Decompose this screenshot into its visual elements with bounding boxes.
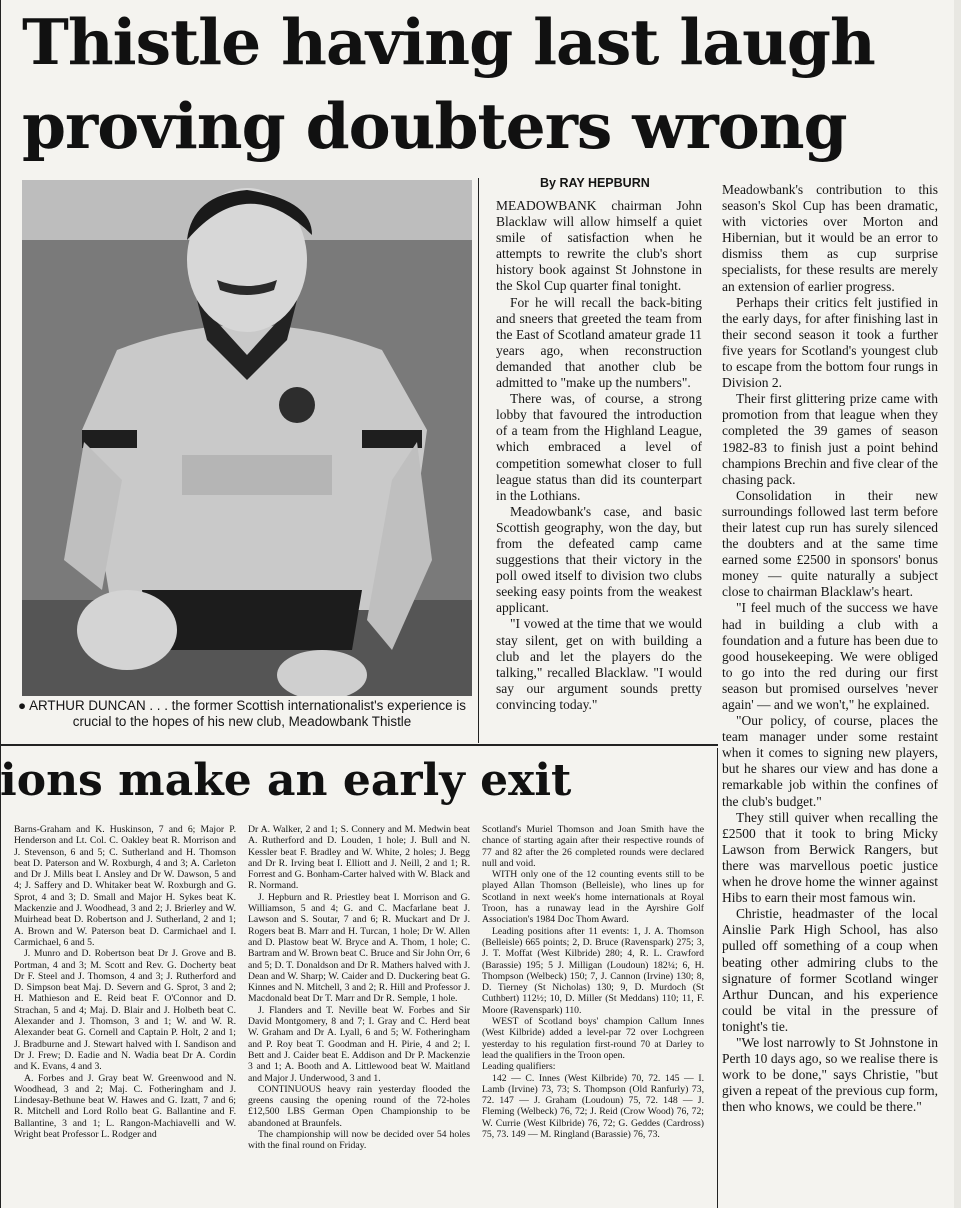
headline-line-2: proving doubters wrong <box>22 89 847 163</box>
golf-paragraph: J. Hepburn and R. Priestley beat I. Morrison and G. Williamson, 5 and 4; G. and C. Macfarlane beat J. Lawson and S. Soutar, 7 and 6; R. Muckart and Dr J. Rogers beat B. Marr and H. Turcan, 1 hole; Dr W. Allen and D. Plastow beat W. Bryce and A. Thom, 1 hole; C. Bartram and W. Brown beat C. Bruce and Sir John Orr, 6 and 5; D. T. Donaldson and Dr R. Mathers halved with J. Dean and W. Sharp; W. Caider and D. Duckering beat G. Kinnes and N. Mitchell, 3 and 2; R. Hill and Professor J. Macdonald beat Dr T. Marr and Dr R. Semple, 1 hole. <box>248 891 470 1005</box>
golf-column-1 <box>14 824 236 1140</box>
article-paragraph: They still quiver when recalling the £2500 that it took to bring Micky Lawson from Berwick Rangers, but there was marvellous poetic justice when he drove home the winner against Hibs to earn their most famous win. <box>722 809 938 906</box>
column-rule <box>717 748 718 1208</box>
golf-paragraph: Leading positions after 11 events: 1, J. A. Thomson (Belleisle) 665 points; 2, D. Bruce (Ravenspark) 275; 3, J. T. Moffat (West Kilbride) 280; 4, R. L. Crawford (Barassie) 195; 5 J. Milligan (Loudoun) 182¼; 6, H. Thompson (Welbeck) 150; 7, J. Cannon (Irvine) 130; 8, D. Tierney (St Nicholas) 130; 9, D. Murdoch (St Cuthbert) 112½; 10, D. Miller (St Meddans) 110; 11, F. Moore (Ravenspark) 110. <box>482 925 704 1016</box>
golf-paragraph: Dr A. Walker, 2 and 1; S. Connery and M. Medwin beat A. Rutherford and D. Louden, 1 hole; J. Bull and N. Kessler beat F. Bradley and W. White, 2 holes; J. Begg and Dr R. Irving beat I. Elliott and J. Neill, 2 and 1; R. Forrest and G. Bonham-Carter halved with W. Black and R. Normand. <box>248 824 470 892</box>
golf-paragraph: J. Flanders and T. Neville beat W. Forbes and Sir David Montgomery, 8 and 7; I. Gray and C. Herd beat W. Graham and Dr A. Lyall, 6 and 5; W. Fotheringham and P. Roy beat T. Goodman and H. Pirie, 4 and 2; I. Bett and J. Caider beat E. Addison and Dr P. Mackenzie 3 and 1; A. Booth and A. Littlewood beat W. Maitland and Major J. Underwood, 3 and 1. <box>248 1004 470 1084</box>
golf-paragraph: Scotland's Muriel Thomson and Joan Smith have the chance of starting again after their respective rounds of 77 and 82 after the 26 completed rounds were declared null and void. <box>482 824 704 869</box>
golf-paragraph: CONTINUOUS heavy rain yesterday flooded the greens causing the opening round of the 72-holes £12,500 LBS German Open Championship to be abandoned at Braunfels. <box>248 1083 470 1129</box>
golf-paragraph: 142 — C. Innes (West Kilbride) 70, 72. 145 — I. Lamb (Irvine) 73, 73; S. Thompson (Old Ranfurly) 73, 72. 147 — J. Graham (Loudoun) 75, 72. 148 — J. Fleming (Welbeck) 76, 72; J. Reid (Crow Wood) 76, 72; W. Currie (West Kilbride) 76, 72; G. Geddes (Cardross) 75, 73. 149 — M. Ringland (Barassie) 76, 73. <box>482 1072 704 1141</box>
article-paragraph: "I vowed at the time that we would stay silent, get on with building a club and let the players do the talking," recalled Blacklaw. "I would say our argument sounds pretty convincing today." <box>496 616 702 712</box>
golf-paragraph: WEST of Scotland boys' champion Callum Innes (West Kilbride) added a level-par 72 over Lochgreen yesterday to his regulation first-round 70 at Darley to lead the qualifiers in the Troon open. <box>482 1016 704 1061</box>
article-paragraph: "I feel much of the success we have had in building a club with a foundation and a future has been due to good housekeeping. We were obliged to go into the red during our first season but promised ourselves 'never again' — and we won't," he explained. <box>722 600 938 712</box>
column-rule <box>478 178 479 743</box>
golf-paragraph: The championship will now be decided over 54 holes with the final round on Friday. <box>248 1129 470 1152</box>
article-paragraph: MEADOWBANK chairman John Blacklaw will allow himself a quiet smile of satisfaction when he attempts to rewrite the club's short history book against St Johnstone in the Skol Cup quarter final tonight. <box>496 198 702 294</box>
article-paragraph: Meadowbank's case, and basic Scottish geography, won the day, but from the defeated camp came suggestions that their victory in the poll owed itself to division two clubs seeking easy points from the weakest applicant. <box>496 503 702 616</box>
golf-paragraph: Barns-Graham and K. Huskinson, 7 and 6; Major P. Henderson and Lt. Col. C. Oakley beat R. Morrison and J. Stevenson, 6 and 5; C. Sutherland and H. Thomson beat D. Paterson and W. Roxburgh, 4 and 3; A. Carleton and Dr J. Mills beat I. Ansley and Dr W. Dawson, 5 and 4; J. Saffery and D. Whitaker beat W. Roxburgh and G. Sprot, 4 and 3; D. Small and Major H. Sykes beat K. Mackenzie and J. Woodhead, 3 and 2; J. Brierley and W. Muirhead beat D. Robertson and J. Sutherland, 2 and 1; A. Brown and W. Paterson beat D. Carmichael and I. Carmichael, 6 and 5. <box>14 824 236 948</box>
section-rule <box>0 744 718 746</box>
article-paragraph: Perhaps their critics felt justified in the early days, for after finishing last in their second season it took a further five years for Scotland's youngest club to escape from the bottom four rungs in Division 2. <box>722 294 938 391</box>
golf-headline: ions make an early exit <box>0 755 572 806</box>
page-margin <box>954 0 961 1208</box>
photo-caption: ● ARTHUR DUNCAN . . . the former Scottish internationalist's experience is crucial to the hopes of his new club, Meadowbank Thistle <box>18 698 466 729</box>
headline-line-1: Thistle having last laugh <box>22 5 875 79</box>
article-paragraph: There was, of course, a strong lobby that favoured the introduction of a team from the Highland League, which embraced a level of competition somewhat closer to full league status than did its counterpart in the Lothians. <box>496 391 702 503</box>
golf-paragraph: J. Munro and D. Robertson beat Dr J. Grove and B. Portman, 4 and 3; M. Scott and Rev. G. Docherty beat Dr F. Steel and J. Thomson, 4 and 3; J. Rutherford and D. Simpson beat Maj. D. Severn and G. Sprot, 3 and 2; H. Mathieson and E. Reid beat F. O'Connor and D. Strachan, 5 and 4; Maj. D. Blair and J. Holbeth beat C. Alexander and J. Thomson, 3 and 1; W. and W. R. Alexander beat G. Cornell and Captain P. Holt, 2 and 1; J. Bradburne and J. Stewart halved with I. Sandison and Dr J. Frew; D. Eadie and N. Wadia beat Dr A. Cordin and K. Evans, 4 and 3. <box>14 948 236 1073</box>
article-paragraph: Meadowbank's contribution to this season's Skol Cup has been dramatic, with victories over Morton and Hibernian, but it would be an error to dismiss them as cup surprise specialists, for these results are merely an extension of earlier progress. <box>722 182 938 294</box>
golf-paragraph: WITH only one of the 12 counting events still to be played Allan Thomson (Belleisle), who lines up for Scotland in next week's home internationals at Royal Troon, has a runaway lead in the Ayrshire Golf Association's 1984 Doc Thom Award. <box>482 869 704 926</box>
byline: By RAY HEPBURN <box>540 176 650 190</box>
golf-paragraph: Leading qualifiers: <box>482 1061 556 1073</box>
article-paragraph: "We lost narrowly to St Johnstone in Perth 10 days ago, so we realise there is work to be done," says Christie, "but given a repeat of the previous cup form, then who knows, we could be there." <box>722 1034 938 1115</box>
golf-column-3 <box>482 824 704 1140</box>
golf-paragraph: A. Forbes and J. Gray beat W. Greenwood and N. Woodhead, 3 and 2; Maj. C. Fotheringham and J. Lindesay-Bethune beat W. Hawes and G. Izatt, 7 and 6; R. Mitchell and Lord Rollo beat G. Ballantine and F. Ballantine, 3 and 1; L. Rangon-Machiavelli and W. Wright beat Professor L. Rodger and <box>14 1072 236 1141</box>
golf-column-2 <box>248 824 470 1152</box>
page-edge-rule <box>0 0 1 1208</box>
article-paragraph: Consolidation in their new surroundings followed last term before their latest cup run has surely silenced the doubters and at the same time earned some £2500 in sponsors' bonus money — quite naturally a subject close to chairman Blacklaw's heart. <box>722 487 938 600</box>
article-column-2 <box>722 182 938 1115</box>
article-column-1 <box>496 198 702 713</box>
main-headline <box>22 0 952 168</box>
player-photo <box>22 180 472 696</box>
article-paragraph: "Our policy, of course, places the team manager under some restaint when it comes to signing new players, but he shares our view and has done a remarkable job within the confines of the club's budget." <box>722 713 938 809</box>
article-paragraph: For he will recall the back-biting and sneers that greeted the team from the East of Scotland amateur grade 11 years ago, when reconstruction demanded that another club be admitted to "make up the numbers". <box>496 294 702 391</box>
article-paragraph: Their first glittering prize came with promotion from that league when they completed the 39 games of season 1982-83 to finish just a point behind champions Brechin and five clear of the chasing pack. <box>722 391 938 487</box>
article-paragraph: Christie, headmaster of the local Ainslie Park High School, has also pulled off something of a coup when beating other admiring clubs to the signature of former Scotland winger Arthur Duncan, and his experience could be vital in the pressure of tonight's tie. <box>722 906 938 1034</box>
